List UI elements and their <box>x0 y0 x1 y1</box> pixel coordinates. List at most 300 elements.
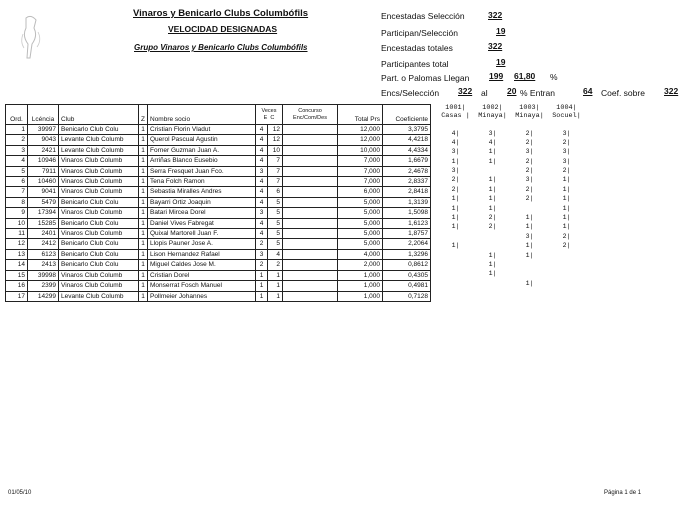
participantes-total-label: Participantes total <box>381 59 449 69</box>
cell-club: Benicarlo Club Colu <box>59 125 139 135</box>
cell-nombre: Quixal Martorell Juan F. <box>148 229 256 239</box>
cell-licencia: 5479 <box>28 197 59 207</box>
round-cell: 3| <box>562 148 571 156</box>
cell-total: 5,000 <box>338 197 383 207</box>
cell-e: 4 <box>256 229 268 239</box>
cell-concurso <box>283 291 338 301</box>
cell-total: 5,000 <box>338 239 383 249</box>
cell-e: 1 <box>256 270 268 280</box>
round-name: Minaya| <box>478 112 507 120</box>
table-row <box>6 281 431 291</box>
round-cell: 1| <box>451 157 460 165</box>
cell-e: 2 <box>256 260 268 270</box>
rounds-row <box>437 279 585 288</box>
cell-club: Levante Club Columb <box>59 135 139 145</box>
cell-total: 2,000 <box>338 260 383 270</box>
round-cell: 1| <box>562 204 571 212</box>
cell-club: Benicarlo Club Colu <box>59 218 139 228</box>
cell-club: Vinaros Club Columb <box>59 281 139 291</box>
round-cell: 1| <box>562 195 571 203</box>
cell-ord: 9 <box>6 208 28 218</box>
cell-z: 1 <box>139 135 148 145</box>
cell-licencia: 2413 <box>28 260 59 270</box>
round-cell: 2| <box>525 195 534 203</box>
col-e: E <box>263 114 268 121</box>
cell-e: 3 <box>256 249 268 259</box>
round-cell: 2| <box>451 176 460 184</box>
cell-concurso <box>283 156 338 166</box>
cell-club: Vinaros Club Columb <box>59 270 139 280</box>
round-cell: 1| <box>488 148 497 156</box>
round-cell: 2| <box>562 138 571 146</box>
rounds-row <box>437 222 585 231</box>
cell-e: 4 <box>256 187 268 197</box>
round-cell: 2| <box>562 167 571 175</box>
cell-ord: 15 <box>6 270 28 280</box>
cell-coef: 2,2064 <box>383 239 431 249</box>
cell-total: 1,000 <box>338 281 383 291</box>
pct-value: 20 <box>507 86 517 96</box>
table-header-row <box>6 105 431 125</box>
table-row <box>6 125 431 135</box>
cell-e: 3 <box>256 208 268 218</box>
cell-club: Vinaros Club Columb <box>59 229 139 239</box>
col-ord: Ord. <box>6 105 28 125</box>
cell-nombre: Cristian Florin Vladut <box>148 125 256 135</box>
cell-z: 1 <box>139 197 148 207</box>
round-name: Casas | <box>441 112 470 120</box>
cell-c: 5 <box>268 239 283 249</box>
cell-c: 5 <box>268 197 283 207</box>
round-cell: 1| <box>488 260 497 268</box>
rounds-row <box>437 147 585 156</box>
cell-total: 5,000 <box>338 229 383 239</box>
rounds-row <box>437 204 585 213</box>
table-row <box>6 249 431 259</box>
rounds-row <box>437 232 585 241</box>
cell-club: Levante Club Columb <box>59 291 139 301</box>
cell-total: 12,000 <box>338 135 383 145</box>
table-row <box>6 156 431 166</box>
palomas-llegan-unit: % <box>550 72 558 82</box>
table-row <box>6 135 431 145</box>
cell-licencia: 2412 <box>28 239 59 249</box>
round-cell: 1| <box>451 223 460 231</box>
table-row <box>6 145 431 155</box>
cell-licencia: 10460 <box>28 177 59 187</box>
cell-club: Vinaros Club Columb <box>59 156 139 166</box>
participan-seleccion-label: Participan/Selección <box>381 28 459 38</box>
rounds-ids <box>437 104 585 112</box>
col-concurso-sub: Enc/Com/Des <box>293 114 327 121</box>
cell-z: 1 <box>139 208 148 218</box>
entran-value: 64 <box>583 86 593 96</box>
palomas-llegan-pct: 61,80 <box>514 71 536 81</box>
cell-ord: 3 <box>6 145 28 155</box>
round-cell: 3| <box>451 148 460 156</box>
round-cell: 2| <box>562 242 571 250</box>
cell-licencia: 9043 <box>28 135 59 145</box>
round-id: 1002| <box>482 104 503 112</box>
footer-page: Página 1 de 1 <box>604 490 642 496</box>
cell-z: 1 <box>139 166 148 176</box>
cell-concurso <box>283 145 338 155</box>
cell-concurso <box>283 270 338 280</box>
cell-ord: 10 <box>6 218 28 228</box>
cell-c: 1 <box>268 281 283 291</box>
encestadas-totales-label: Encestadas totales <box>381 43 453 53</box>
rounds-row <box>437 269 585 278</box>
cell-c: 7 <box>268 177 283 187</box>
cell-concurso <box>283 239 338 249</box>
cell-z: 1 <box>139 270 148 280</box>
round-cell: 1| <box>525 223 534 231</box>
cell-coef: 0,8612 <box>383 260 431 270</box>
col-z: Z <box>139 105 148 125</box>
cell-total: 10,000 <box>338 145 383 155</box>
rounds-row <box>437 157 585 166</box>
round-cell: 1| <box>525 242 534 250</box>
cell-nombre: Daniel Vives Fabregat <box>148 218 256 228</box>
cell-coef: 1,3296 <box>383 249 431 259</box>
round-cell: 1| <box>562 214 571 222</box>
cell-coef: 3,3795 <box>383 125 431 135</box>
col-concurso <box>283 105 338 125</box>
participantes-total-value: 19 <box>496 57 506 67</box>
round-cell: 2| <box>488 214 497 222</box>
col-total: Total Prs <box>338 105 383 125</box>
round-cell: 1| <box>488 270 497 278</box>
cell-ord: 4 <box>6 156 28 166</box>
round-cell: 1| <box>488 251 497 259</box>
cell-licencia: 2421 <box>28 145 59 155</box>
cell-concurso <box>283 281 338 291</box>
cell-coef: 2,8418 <box>383 187 431 197</box>
cell-concurso <box>283 197 338 207</box>
col-c: C <box>270 114 275 121</box>
cell-total: 5,000 <box>338 218 383 228</box>
cell-concurso <box>283 208 338 218</box>
encestadas-seleccion-label: Encestadas Selección <box>381 11 465 21</box>
cell-total: 4,000 <box>338 249 383 259</box>
coef-sobre-label: Coef. sobre <box>601 88 645 98</box>
cell-licencia: 2401 <box>28 229 59 239</box>
cell-club: Benicarlo Club Colu <box>59 239 139 249</box>
cell-total: 1,000 <box>338 291 383 301</box>
cell-c: 10 <box>268 145 283 155</box>
cell-licencia: 10946 <box>28 156 59 166</box>
rounds-row <box>437 260 585 269</box>
col-nombre: Nombre socio <box>148 105 256 125</box>
cell-coef: 1,8757 <box>383 229 431 239</box>
round-cell: 1| <box>525 279 534 287</box>
cell-z: 1 <box>139 260 148 270</box>
rounds-row <box>437 194 585 203</box>
cell-coef: 0,4305 <box>383 270 431 280</box>
cell-club: Vinaros Club Columb <box>59 166 139 176</box>
cell-licencia: 6123 <box>28 249 59 259</box>
round-cell: 2| <box>525 167 534 175</box>
cell-coef: 1,5098 <box>383 208 431 218</box>
round-cell: 1| <box>451 204 460 212</box>
round-cell: 1| <box>525 251 534 259</box>
cell-concurso <box>283 135 338 145</box>
cell-club: Levante Club Columb <box>59 145 139 155</box>
cell-club: Vinaros Club Columb <box>59 187 139 197</box>
cell-total: 7,000 <box>338 177 383 187</box>
cell-z: 1 <box>139 187 148 197</box>
cell-total: 5,000 <box>338 208 383 218</box>
cell-concurso <box>283 166 338 176</box>
cell-nombre: Llopis Pauner Jose A. <box>148 239 256 249</box>
rounds-header <box>437 104 585 120</box>
round-name: Minaya| <box>515 112 544 120</box>
cell-ord: 8 <box>6 197 28 207</box>
cell-nombre: Pollmeier Johannes <box>148 291 256 301</box>
round-cell: 1| <box>451 195 460 203</box>
cell-nombre: Forner Guzman Juan A. <box>148 145 256 155</box>
round-cell: 1| <box>488 157 497 165</box>
rounds-row <box>437 251 585 260</box>
encestadas-seleccion-value: 322 <box>488 10 503 20</box>
cell-c: 5 <box>268 208 283 218</box>
report-subtitle: VELOCIDAD DESIGNADAS <box>168 24 278 34</box>
cell-z: 1 <box>139 291 148 301</box>
cell-concurso <box>283 187 338 197</box>
cell-z: 1 <box>139 239 148 249</box>
rounds-body <box>437 129 585 289</box>
round-cell: 3| <box>525 148 534 156</box>
round-id: 1003| <box>519 104 540 112</box>
round-cell: 3| <box>562 157 571 165</box>
round-cell: 3| <box>488 129 497 137</box>
cell-coef: 2,4678 <box>383 166 431 176</box>
table-row <box>6 229 431 239</box>
round-cell: 1| <box>488 195 497 203</box>
round-cell: 1| <box>488 185 497 193</box>
cell-e: 4 <box>256 125 268 135</box>
cell-coef: 4,4218 <box>383 135 431 145</box>
cell-c: 1 <box>268 291 283 301</box>
cell-e: 4 <box>256 145 268 155</box>
cell-ord: 2 <box>6 135 28 145</box>
cell-c: 6 <box>268 187 283 197</box>
table-row <box>6 177 431 187</box>
round-cell: 1| <box>562 176 571 184</box>
cell-nombre: Arriñas Blanco Eusebio <box>148 156 256 166</box>
rounds-row <box>437 185 585 194</box>
cell-e: 4 <box>256 177 268 187</box>
round-cell: 1| <box>562 185 571 193</box>
round-id: 1001| <box>445 104 466 112</box>
cell-total: 12,000 <box>338 125 383 135</box>
cell-coef: 0,4981 <box>383 281 431 291</box>
cell-coef: 1,6123 <box>383 218 431 228</box>
table-row <box>6 187 431 197</box>
table-row <box>6 270 431 280</box>
entran-label: % Entran <box>520 88 555 98</box>
cell-concurso <box>283 177 338 187</box>
cell-e: 4 <box>256 135 268 145</box>
cell-club: Vinaros Club Columb <box>59 208 139 218</box>
round-cell: 3| <box>525 232 534 240</box>
coef-sobre-value: 322 <box>664 86 679 96</box>
palomas-llegan-label: Part. o Palomas Llegan <box>381 73 470 83</box>
round-cell: 2| <box>451 185 460 193</box>
cell-z: 1 <box>139 281 148 291</box>
cell-club: Benicarlo Club Colu <box>59 260 139 270</box>
cell-z: 1 <box>139 125 148 135</box>
cell-z: 1 <box>139 156 148 166</box>
cell-club: Vinaros Club Columb <box>59 177 139 187</box>
rounds-row <box>437 175 585 184</box>
round-cell: 4| <box>451 129 460 137</box>
cell-nombre: Tena Folch Ramon <box>148 177 256 187</box>
encestadas-totales-value: 322 <box>488 41 503 51</box>
cell-coef: 1,6679 <box>383 156 431 166</box>
cell-nombre: Miguel Caldes Jose M. <box>148 260 256 270</box>
round-id: 1004| <box>556 104 577 112</box>
round-cell: 1| <box>488 176 497 184</box>
cell-z: 1 <box>139 229 148 239</box>
round-cell: 2| <box>525 185 534 193</box>
col-coef: Coeficiente <box>383 105 431 125</box>
cell-total: 6,000 <box>338 187 383 197</box>
cell-nombre: Querol Pascual Agustin <box>148 135 256 145</box>
cell-e: 2 <box>256 239 268 249</box>
cell-total: 7,000 <box>338 166 383 176</box>
cell-e: 4 <box>256 218 268 228</box>
cell-ord: 13 <box>6 249 28 259</box>
round-cell: 2| <box>562 232 571 240</box>
cell-nombre: Sebastia Miralles Andres <box>148 187 256 197</box>
col-veces <box>256 105 283 125</box>
cell-e: 4 <box>256 156 268 166</box>
cell-licencia: 7911 <box>28 166 59 176</box>
cell-c: 1 <box>268 270 283 280</box>
table-row <box>6 166 431 176</box>
cell-licencia: 15285 <box>28 218 59 228</box>
col-veces-label: Veces <box>261 108 277 114</box>
cell-c: 5 <box>268 218 283 228</box>
cell-concurso <box>283 125 338 135</box>
cell-coef: 2,8337 <box>383 177 431 187</box>
col-club: Club <box>59 105 139 125</box>
cell-ord: 12 <box>6 239 28 249</box>
cell-concurso <box>283 229 338 239</box>
col-concurso-label: Concurso <box>298 108 322 114</box>
table-row <box>6 218 431 228</box>
rounds-row <box>437 138 585 147</box>
cell-ord: 1 <box>6 125 28 135</box>
cell-c: 2 <box>268 260 283 270</box>
cell-licencia: 39998 <box>28 270 59 280</box>
round-cell: 2| <box>488 223 497 231</box>
cell-coef: 0,7128 <box>383 291 431 301</box>
round-cell: 1| <box>488 204 497 212</box>
cell-c: 7 <box>268 166 283 176</box>
results-table <box>5 104 431 302</box>
cell-e: 1 <box>256 291 268 301</box>
table-row <box>6 239 431 249</box>
club-logo <box>18 14 44 64</box>
round-cell: 2| <box>525 129 534 137</box>
table-row <box>6 260 431 270</box>
round-cell: 3| <box>451 167 460 175</box>
round-name: Socuel| <box>552 112 581 120</box>
cell-club: Benicarlo Club Colu <box>59 197 139 207</box>
cell-nombre: Bayarri Ortiz Joaquin <box>148 197 256 207</box>
cell-concurso <box>283 260 338 270</box>
rounds-row <box>437 166 585 175</box>
cell-ord: 17 <box>6 291 28 301</box>
cell-licencia: 9041 <box>28 187 59 197</box>
rounds-row <box>437 241 585 250</box>
rounds-row <box>437 129 585 138</box>
round-cell: 2| <box>525 138 534 146</box>
al-label: al <box>481 88 488 98</box>
cell-e: 1 <box>256 281 268 291</box>
col-veces-ec <box>258 115 280 122</box>
footer-date: 01/05/10 <box>8 490 32 496</box>
cell-licencia: 17394 <box>28 208 59 218</box>
round-cell: 1| <box>525 214 534 222</box>
encs-seleccion-label: Encs/Selección <box>381 88 440 98</box>
report-title: Vinaros y Benicarlo Clubs Columbófils <box>133 8 309 19</box>
cell-c: 7 <box>268 156 283 166</box>
round-cell: 4| <box>488 138 497 146</box>
participan-seleccion-value: 19 <box>496 26 506 36</box>
round-cell: 1| <box>562 223 571 231</box>
cell-total: 1,000 <box>338 270 383 280</box>
cell-z: 1 <box>139 218 148 228</box>
table-row <box>6 208 431 218</box>
table-row <box>6 197 431 207</box>
cell-ord: 7 <box>6 187 28 197</box>
cell-c: 4 <box>268 249 283 259</box>
round-cell: 4| <box>451 138 460 146</box>
cell-ord: 14 <box>6 260 28 270</box>
round-cell: 3| <box>525 176 534 184</box>
cell-nombre: Serra Fresquet Juan Fco. <box>148 166 256 176</box>
cell-ord: 6 <box>6 177 28 187</box>
cell-nombre: Monserrat Fosch Manuel <box>148 281 256 291</box>
cell-licencia: 39997 <box>28 125 59 135</box>
rounds-row <box>437 213 585 222</box>
cell-nombre: Lison Hernandez Rafael <box>148 249 256 259</box>
cell-e: 4 <box>256 197 268 207</box>
cell-c: 12 <box>268 125 283 135</box>
cell-concurso <box>283 249 338 259</box>
round-cell: 2| <box>525 157 534 165</box>
round-cell: 1| <box>451 214 460 222</box>
cell-c: 12 <box>268 135 283 145</box>
round-cell: 1| <box>451 242 460 250</box>
cell-nombre: Batari Mircea Dorel <box>148 208 256 218</box>
palomas-llegan-value: 199 <box>489 71 504 81</box>
cell-licencia: 2399 <box>28 281 59 291</box>
table-row <box>6 291 431 301</box>
cell-concurso <box>283 218 338 228</box>
cell-club: Benicarlo Club Colu <box>59 249 139 259</box>
cell-ord: 5 <box>6 166 28 176</box>
cell-coef: 4,4334 <box>383 145 431 155</box>
round-cell: 3| <box>562 129 571 137</box>
cell-nombre: Cristian Dorel <box>148 270 256 280</box>
cell-z: 1 <box>139 145 148 155</box>
cell-total: 7,000 <box>338 156 383 166</box>
col-licencia: Lcéncia <box>28 105 59 125</box>
